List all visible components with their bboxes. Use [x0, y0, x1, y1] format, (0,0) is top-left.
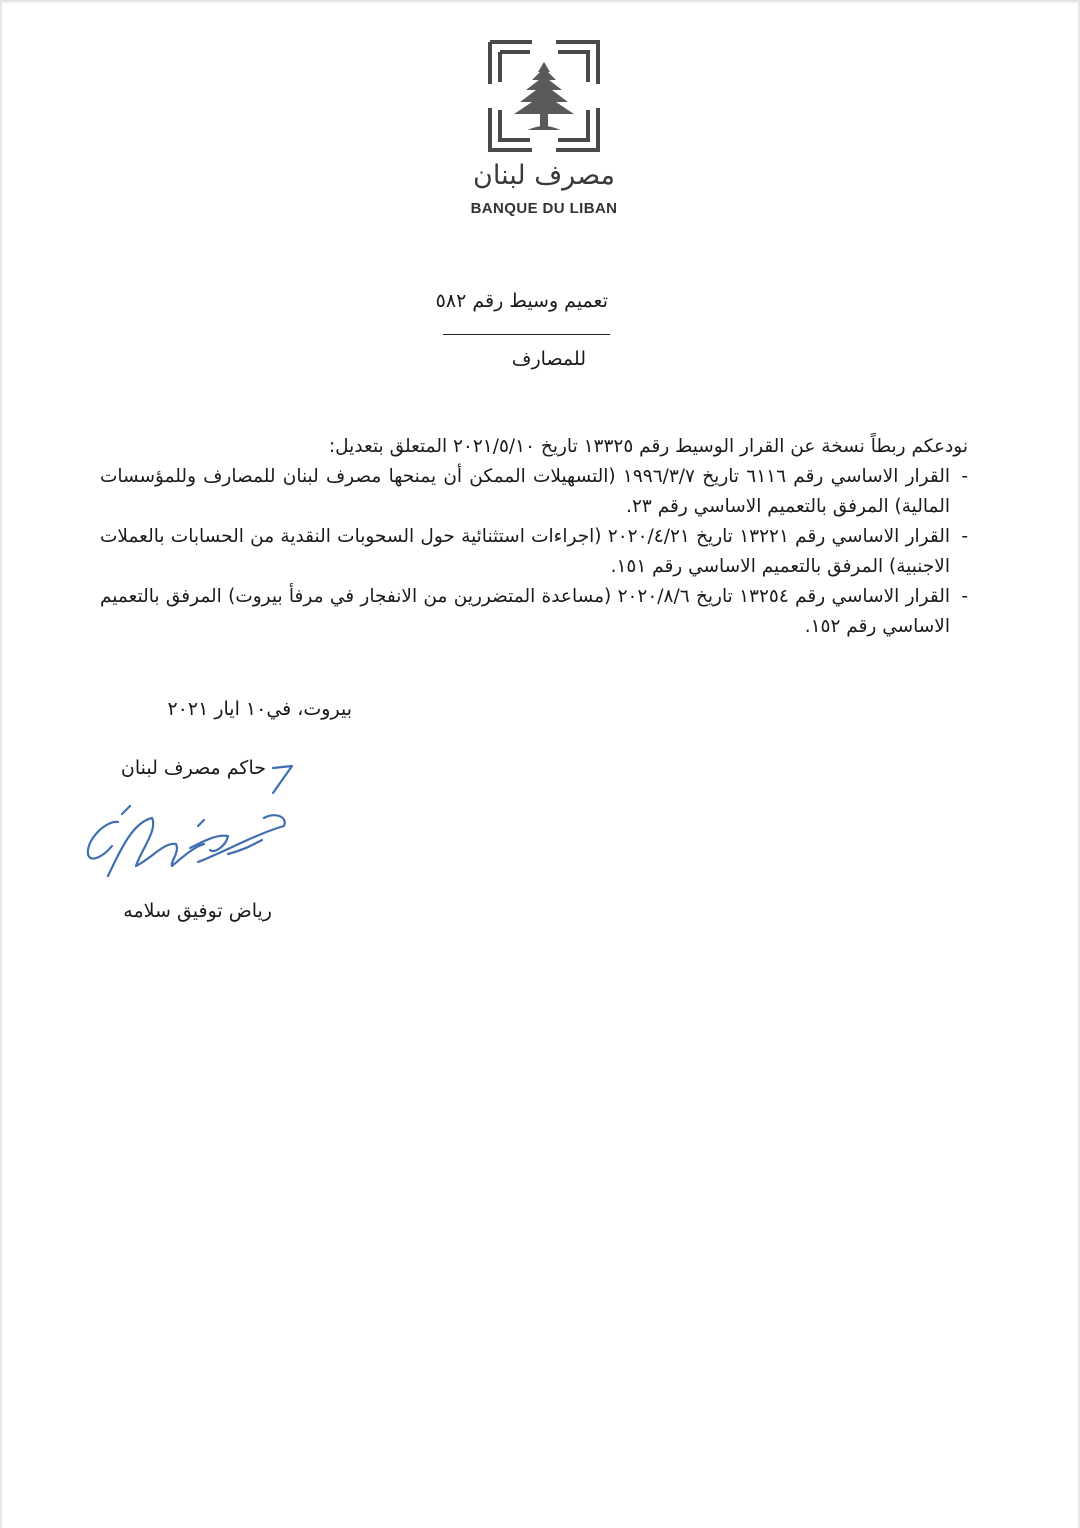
title-underline: [443, 334, 610, 335]
signatory-name: رياض توفيق سلامه: [123, 900, 272, 922]
amendment-item-text: القرار الاساسي رقم ١٣٢٢١ تاريخ ٢٠٢٠/٤/٢١ (اجراءات استثنائية حول السحوبات النقدية من الحسابات بالعملات الاجنبية) المرفق بالتعميم الاساسي رقم ١٥١.: [100, 526, 950, 577]
logo-latin-name: BANQUE DU LIBAN: [470, 200, 618, 217]
amendment-item-2: [100, 522, 968, 582]
circular-title: تعميم وسيط رقم ٥٨٢: [435, 290, 608, 312]
recipient-line: للمصارف: [511, 348, 586, 370]
cedar-emblem-icon: [488, 40, 600, 152]
dash-bullet: -: [961, 586, 968, 607]
page-top-edge: [0, 0, 1080, 4]
place-and-date: بيروت، في١٠ ايار ٢٠٢١: [167, 698, 352, 720]
amendment-item-3: [100, 582, 968, 642]
page-left-edge: [0, 0, 2, 1528]
governor-title: حاكم مصرف لبنان: [120, 757, 266, 779]
dash-bullet: -: [961, 526, 968, 547]
dash-bullet: -: [961, 466, 968, 487]
amendment-item-text: القرار الاساسي رقم ٦١١٦ تاريخ ١٩٩٦/٣/٧ (التسهيلات الممكن أن يمنحها مصرف لبنان للمصارف وللمؤسسات المالية) المرفق بالتعميم الاساسي رقم ٢٣.: [100, 466, 950, 517]
logo-arabic-name: مصرف لبنان: [473, 160, 615, 191]
handwritten-signature: [78, 760, 318, 885]
intro-paragraph: نودعكم ربطاً نسخة عن القرار الوسيط رقم ١٣٣٢٥ تاريخ ٢٠٢١/٥/١٠ المتعلق بتعديل:: [328, 436, 968, 457]
circular-body: [100, 432, 968, 642]
amendment-item-1: [100, 462, 968, 522]
amendment-item-text: القرار الاساسي رقم ١٣٢٥٤ تاريخ ٢٠٢٠/٨/٦ (مساعدة المتضررين من الانفجار في مرفأ بيروت) المرفق بالتعميم الاساسي رقم ١٥٢.: [100, 586, 950, 637]
